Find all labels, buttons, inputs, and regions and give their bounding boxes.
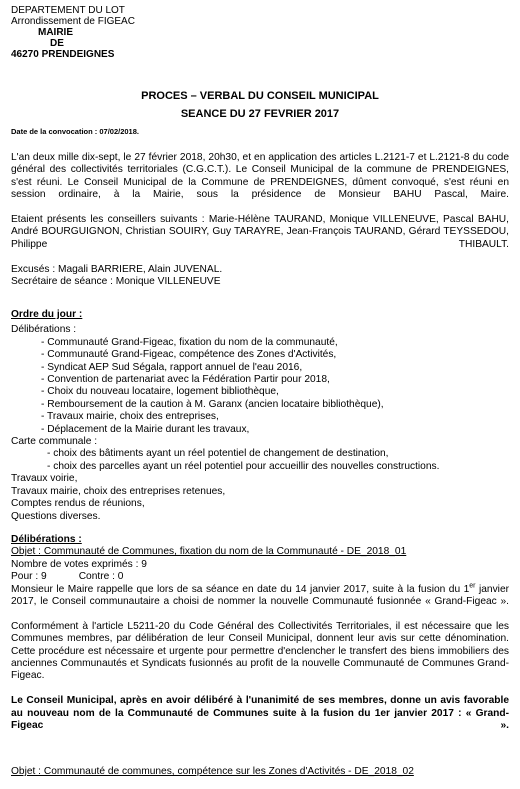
list-item: - Communauté Grand-Figeac, fixation du nom de la communauté,	[41, 336, 338, 348]
convocation-date: Date de la convocation : 07/02/2018.	[11, 127, 139, 136]
letterhead	[11, 5, 135, 60]
list-item: - Syndicat AEP Sud Ségala, rapport annuel de l'eau 2016,	[41, 361, 303, 373]
deliberations-heading: Délibérations :	[11, 534, 82, 545]
page-title: PROCES – VERBAL DU CONSEIL MUNICIPAL	[141, 90, 379, 102]
list-item: Questions diverses.	[11, 510, 101, 522]
object-1-decision: Le Conseil Municipal, après en avoir délibéré à l'unanimité de ses membres, donne un avis favorable au nouveau nom de la Communauté de Communes suite à la fusion du 1er janvier 2017 : « Grand-Figeac ».	[11, 695, 509, 732]
list-item: Comptes rendus de réunions,	[11, 498, 145, 510]
vote-pour: Pour : 9	[11, 571, 47, 583]
page-subtitle: SEANCE DU 27 FEVRIER 2017	[180, 108, 340, 120]
agenda-section	[11, 309, 509, 523]
list-item: Travaux mairie, choix des entreprises retenues,	[11, 485, 226, 497]
list-item: - choix des bâtiments ayant un réel potentiel de changement de destination,	[47, 448, 389, 460]
commune-label: 46270 PRENDEIGNES	[11, 49, 115, 60]
object-1-title: Objet : Communauté de Communes, fixation du nom de la Communauté - DE_2018_01	[11, 546, 407, 558]
list-item: Travaux voirie,	[11, 473, 78, 485]
agenda-heading: Ordre du jour :	[11, 309, 83, 320]
intro-section	[11, 152, 509, 288]
arrondissement: Arrondissement de FIGEAC	[11, 16, 135, 27]
department: DEPARTEMENT DU LOT	[11, 5, 125, 16]
list-item: - Communauté Grand-Figeac, compétence des Zones d'Activités,	[41, 349, 337, 361]
de-label: DE	[50, 38, 64, 49]
object-2-section	[11, 766, 509, 778]
list-item: - Travaux mairie, choix des entreprises,	[41, 411, 219, 423]
object-1-paragraph-2: Conformément à l'article L5211-20 du Code Général des Collectivités Territoriales, il est nécessaire que les Communes membres, par délibération de leur Conseil Municipal, donnent leur avis sur cette dénomination. Cette procédure est nécessaire et urgente pour permettre d'enclencher le transfert des biens immobiliers des anciennes Communautés et Syndicats fusionnés au profit de la nouvelle Communauté de Communes Grand-Figeac.	[11, 620, 509, 682]
list-item: - choix des parcelles ayant un réel potentiel pour accueillir des nouvelles constructions.	[47, 460, 440, 472]
mairie-label: MAIRIE	[38, 27, 73, 38]
intro-paragraph: L'an deux mille dix-sept, le 27 février 2018, 20h30, et en application des articles L.2121-7 et L.2121-8 du code général des collectivités territoriales (C.G.C.T.). Le Conseil Municipal de la commune de PRENDEIGNES, s'est réuni. Le Conseil Municipal de la Commune de PRENDEIGNES, dûment convoqué, s'est réuni en session ordinaire, à la Mairie, sous la présidence de Monsieur BAHU Pascal, Maire.	[11, 152, 509, 201]
carte-label: Carte communale :	[11, 436, 98, 448]
list-item: - Déplacement de la Mairie durant les travaux,	[41, 423, 250, 435]
secretary-line: Secrétaire de séance : Monique VILLENEUVE	[11, 276, 221, 288]
votes-count: Nombre de votes exprimés : 9	[11, 558, 147, 570]
agenda-deliberations-list	[11, 337, 509, 436]
deliberations-label: Délibérations :	[11, 324, 77, 336]
object-1-paragraph-1: Monsieur le Maire rappelle que lors de sa séance en date du 14 janvier 2017, suite à la fusion du 1er janvier 2017, le Conseil communautaire a choisi de nommer la nouvelle Communauté fusionnée « Grand-Figeac ».	[11, 582, 509, 608]
list-item: - Remboursement de la caution à M. Garanx (ancien locataire bibliothèque),	[41, 398, 384, 410]
vote-tally	[11, 571, 509, 583]
vote-contre: Contre : 0	[78, 571, 124, 583]
agenda-carte-list	[11, 448, 509, 473]
list-item: - Choix du nouveau locataire, logement bibliothèque,	[41, 386, 279, 398]
excuses-line: Excusés : Magali BARRIERE, Alain JUVENAL.	[11, 263, 223, 275]
object-2-title: Objet : Communauté de communes, compétence sur les Zones d'Activités - DE_2018_02	[11, 766, 414, 777]
list-item: - Convention de partenariat avec la Fédération Partir pour 2018,	[41, 374, 330, 386]
deliberations-section	[11, 534, 509, 745]
attendees-paragraph: Etaient présents les conseillers suivants : Marie-Hélène TAURAND, Monique VILLENEUVE, Pascal BAHU, André BOURGUIGNON, Christian SOUIRY, Guy TARAYRE, Jean-François TAURAND, Gérard TEYSSEDOU, Philippe THIBAULT.	[11, 214, 509, 250]
